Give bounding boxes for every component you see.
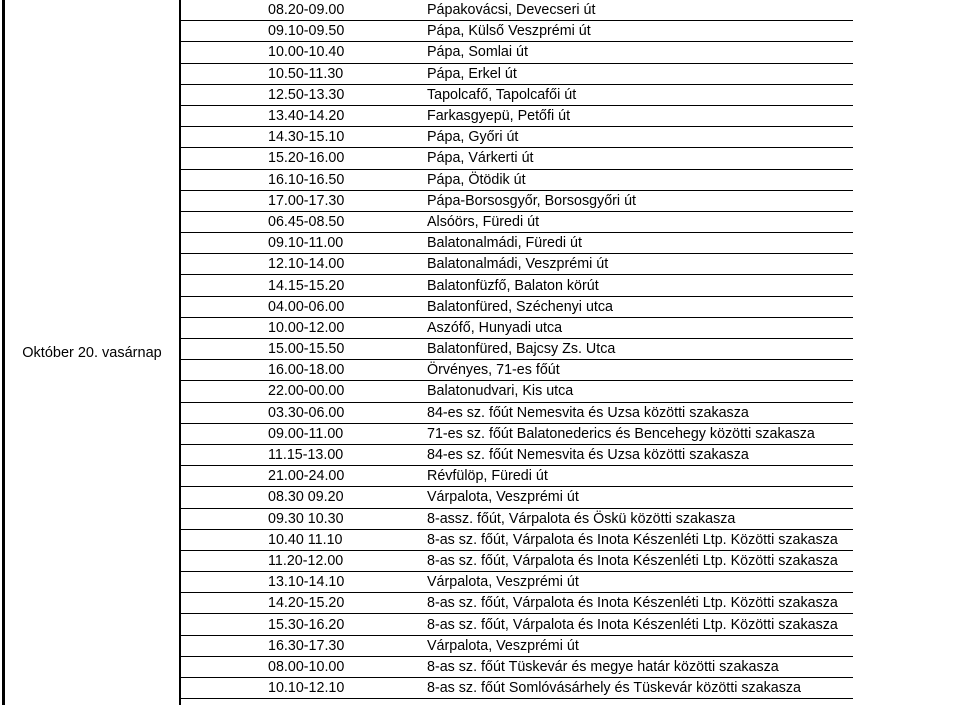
location-cell: Várpalota, Veszprémi út <box>427 637 579 654</box>
location-cell: Balatonfüzfő, Balaton körút <box>427 277 599 294</box>
time-cell: 03.30-06.00 <box>268 404 345 421</box>
location-cell: Balatonalmádi, Veszprémi út <box>427 256 609 273</box>
table-row <box>181 170 853 191</box>
time-cell: 16.30-17.30 <box>268 637 345 654</box>
time-cell: 08.00-10.00 <box>268 658 345 675</box>
table-row <box>181 466 853 487</box>
table-row <box>181 487 853 508</box>
table-row <box>181 42 853 63</box>
schedule-rows <box>181 0 853 699</box>
location-cell: 8-as sz. főút, Várpalota és Inota Készenléti Ltp. Közötti szakasza <box>427 595 838 612</box>
location-cell: 8-as sz. főút, Várpalota és Inota Készenléti Ltp. Közötti szakasza <box>427 552 838 569</box>
location-cell: Várpalota, Veszprémi út <box>427 574 579 591</box>
location-cell: 84-es sz. főút Nemesvita és Uzsa közötti szakasza <box>427 447 749 464</box>
table-row <box>181 509 853 530</box>
time-cell: 08.30 09.20 <box>268 489 344 506</box>
location-cell: 8-as sz. főút Somlóvásárhely és Tüskevár közötti szakasza <box>427 680 801 697</box>
location-cell: 8-as sz. főút, Várpalota és Inota Készenléti Ltp. Közötti szakasza <box>427 616 838 633</box>
time-cell: 09.10-09.50 <box>268 23 345 40</box>
day-cell <box>5 0 181 705</box>
time-cell: 13.10-14.10 <box>268 574 345 591</box>
time-cell: 09.30 10.30 <box>268 510 344 527</box>
location-cell: Balatonfüred, Bajcsy Zs. Utca <box>427 341 616 358</box>
table-row <box>181 339 853 360</box>
location-cell: Pápa, Győri út <box>427 129 519 146</box>
time-cell: 09.10-11.00 <box>268 235 344 252</box>
table-row <box>181 148 853 169</box>
table-row <box>181 678 853 699</box>
table-row <box>181 0 853 21</box>
table-row <box>181 318 853 339</box>
location-cell: 8-as sz. főút Tüskevár és megye határ közötti szakasza <box>427 658 779 675</box>
location-cell: Pápa, Várkerti út <box>427 150 534 167</box>
table-row <box>181 572 853 593</box>
day-label: Október 20. vasárnap <box>22 344 162 361</box>
time-cell: 04.00-06.00 <box>268 298 345 315</box>
location-cell: Pápa, Ötödik út <box>427 171 526 188</box>
table-row <box>181 551 853 572</box>
table-row <box>181 657 853 678</box>
time-cell: 14.15-15.20 <box>268 277 345 294</box>
table-row <box>181 233 853 254</box>
table-row <box>181 424 853 445</box>
table-row <box>181 636 853 657</box>
location-cell: Balatonudvari, Kis utca <box>427 383 574 400</box>
table-row <box>181 593 853 614</box>
time-cell: 17.00-17.30 <box>268 192 345 209</box>
time-cell: 15.00-15.50 <box>268 341 345 358</box>
location-cell: Aszófő, Hunyadi utca <box>427 319 563 336</box>
table-row <box>181 297 853 318</box>
table-row <box>181 21 853 42</box>
table-row <box>181 254 853 275</box>
table-row <box>181 212 853 233</box>
location-cell: Balatonalmádi, Füredi út <box>427 235 582 252</box>
time-cell: 12.10-14.00 <box>268 256 345 273</box>
table-row <box>181 360 853 381</box>
time-cell: 10.00-12.00 <box>268 319 345 336</box>
location-cell: 8-assz. főút, Várpalota és Öskü közötti szakasza <box>427 510 736 527</box>
time-cell: 10.40 11.10 <box>268 531 343 548</box>
time-cell: 14.20-15.20 <box>268 595 345 612</box>
location-cell: Pápa, Erkel út <box>427 65 517 82</box>
time-cell: 10.10-12.10 <box>268 680 345 697</box>
table-row <box>181 614 853 635</box>
table-row <box>181 403 853 424</box>
time-cell: 08.20-09.00 <box>268 2 345 19</box>
location-cell: Farkasgyepü, Petőfi út <box>427 108 571 125</box>
time-cell: 11.15-13.00 <box>268 447 344 464</box>
location-cell: Tapolcafő, Tapolcafői út <box>427 86 577 103</box>
time-cell: 14.30-15.10 <box>268 129 345 146</box>
table-row <box>181 275 853 296</box>
time-cell: 13.40-14.20 <box>268 108 345 125</box>
time-cell: 10.00-10.40 <box>268 44 345 61</box>
time-cell: 12.50-13.30 <box>268 86 345 103</box>
time-cell: 22.00-00.00 <box>268 383 345 400</box>
time-cell: 16.10-16.50 <box>268 171 345 188</box>
table-row <box>181 64 853 85</box>
time-cell: 10.50-11.30 <box>268 65 344 82</box>
location-cell: Alsóörs, Füredi út <box>427 213 540 230</box>
time-cell: 21.00-24.00 <box>268 468 345 485</box>
location-cell: 84-es sz. főút Nemesvita és Uzsa közötti szakasza <box>427 404 749 421</box>
location-cell: Pápakovácsi, Devecseri út <box>427 2 596 19</box>
time-cell: 15.20-16.00 <box>268 150 345 167</box>
table-row <box>181 127 853 148</box>
time-cell: 11.20-12.00 <box>268 552 344 569</box>
time-cell: 15.30-16.20 <box>268 616 345 633</box>
location-cell: Pápa-Borsosgyőr, Borsosgyőri út <box>427 192 636 209</box>
location-cell: Várpalota, Veszprémi út <box>427 489 579 506</box>
table-row <box>181 445 853 466</box>
location-cell: 8-as sz. főút, Várpalota és Inota Készenléti Ltp. Közötti szakasza <box>427 531 838 548</box>
time-cell: 09.00-11.00 <box>268 425 344 442</box>
table-row <box>181 106 853 127</box>
location-cell: Balatonfüred, Széchenyi utca <box>427 298 613 315</box>
location-cell: Révfülöp, Füredi út <box>427 468 548 485</box>
time-cell: 16.00-18.00 <box>268 362 345 379</box>
location-cell: 71-es sz. főút Balatonederics és Bencehegy közötti szakasza <box>427 425 815 442</box>
time-cell: 06.45-08.50 <box>268 213 345 230</box>
table-row <box>181 530 853 551</box>
location-cell: Pápa, Somlai út <box>427 44 528 61</box>
location-cell: Pápa, Külső Veszprémi út <box>427 23 591 40</box>
table-row <box>181 85 853 106</box>
table-row <box>181 381 853 402</box>
table-row <box>181 191 853 212</box>
location-cell: Örvényes, 71-es főút <box>427 362 560 379</box>
